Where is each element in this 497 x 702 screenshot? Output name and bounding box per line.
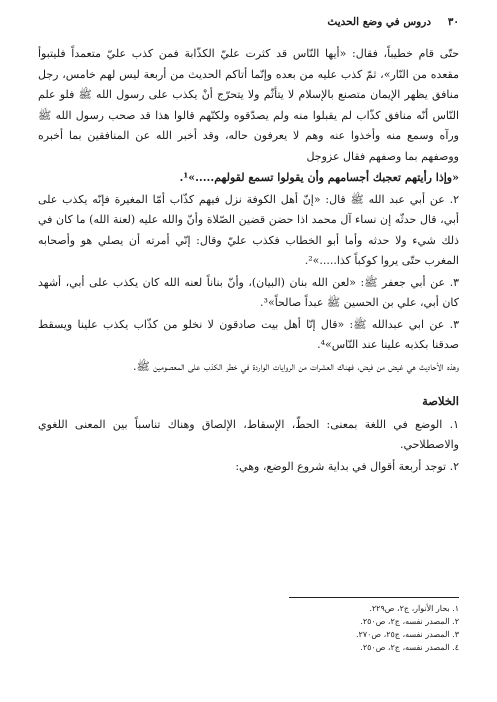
footnote-divider xyxy=(289,597,459,598)
page-number: ٣٠ xyxy=(447,16,459,28)
running-title: دروس في وضع الحديث xyxy=(327,16,431,28)
paragraph: وهذه الأحاديث هي غيض من فيض، فهناك العشرات من الروايات الواردة في خطر الكذب على المعصومين ﷺ. xyxy=(132,359,459,373)
footnote: ٢. المصدر نفسه، ج٢، ص٢٥٠. xyxy=(360,617,459,626)
footnote: ٣. المصدر نفسه، ج٢٥، ص٢٧٠. xyxy=(355,630,459,639)
summary-item: ٢. توجد أربعة أقوال في بداية شروع الوضع، وهي: xyxy=(235,459,459,473)
paragraph: حتّى قام خطيباً، فقال: «أيها النّاس قد كثرت عليّ الكذّابة فمن كذب عليّ متعمداً فليتبوأ مقعده من النّار»، ثمّ كذب عليه من بعده وإنّما أتاكم الحديث من أربعة ليس لهم خامس، رجل منافق يظهر الإيمان متصنع بالإسلام لا يتأثّم ولا يتحرّج أنْ يكذب على رسول الله ﷺ فلو علم النّاس أنّه منافق كذّاب لم يقبلوا منه ولم يصدّقوه ولكنّهم قالوا هذا قد صحب رسول الله ﷺ ورآه وسمع منه وأخذوا عنه وهم لا يعرفون حاله، وقد أخبر الله عن المنافقين بما أخبره ووصفهم بما وصفهم فقال عزوجل xyxy=(38,47,459,163)
paragraph: ٢. عن أبي عبد الله ﷺ قال: «إنّ أهل الكوفة نزل فيهم كذّاب أمّا المغيرة فإنّه يكذب على أبي، قال حدثّه إن نساء آل محمد اذا حضن قضين الصّلاة وأنّ والله عليه (لعنة الله) ما كان في ذلك شيء ولا حدثه وأما أبو الخطاب فكذب عليّ وقال: إنّي أمرته أن يصلي هو وأصحابه المغرب حتّى يروا كوكباً كذا.....»². xyxy=(38,192,459,267)
quran-quote: «وإذا رأيتهم تعجبك أجسامهم وأن يقولوا تسمع لقولهم.....»¹. xyxy=(179,171,459,184)
footnote: ٤. المصدر نفسه، ج٢، ص٢٥٠. xyxy=(360,643,459,652)
paragraph: ٣. عن أبي جعفر ﷺ: «لعن الله بنان (البيان)، وأنّ بناناً لعنه الله كان يكذب على أبي، أشهد كان أبي، علي بن الحسين ﷺ عبداً صالحاً»³. xyxy=(38,275,459,309)
summary-item: ١. الوضع في اللغة بمعنى: الحطّ، الإسقاط، الإلصاق وهناك تناسباً بين المعنى اللغوي والاصطلاحي. xyxy=(38,417,459,451)
footnotes xyxy=(38,602,459,654)
section-title: الخلاصة xyxy=(422,394,459,408)
page-header xyxy=(38,16,459,36)
body-text xyxy=(38,44,459,478)
footnote: ١. بحار الأنوار، ج٢، ص٢٢٩. xyxy=(369,604,459,613)
paragraph: ٣. عن ابي عبدالله ﷺ: «قال إنّا أهل بيت صادقون لا نخلو من كذّاب يكذب علينا ويسقط صدقنا بكذبه علينا عند النّاس»⁴. xyxy=(38,317,459,351)
